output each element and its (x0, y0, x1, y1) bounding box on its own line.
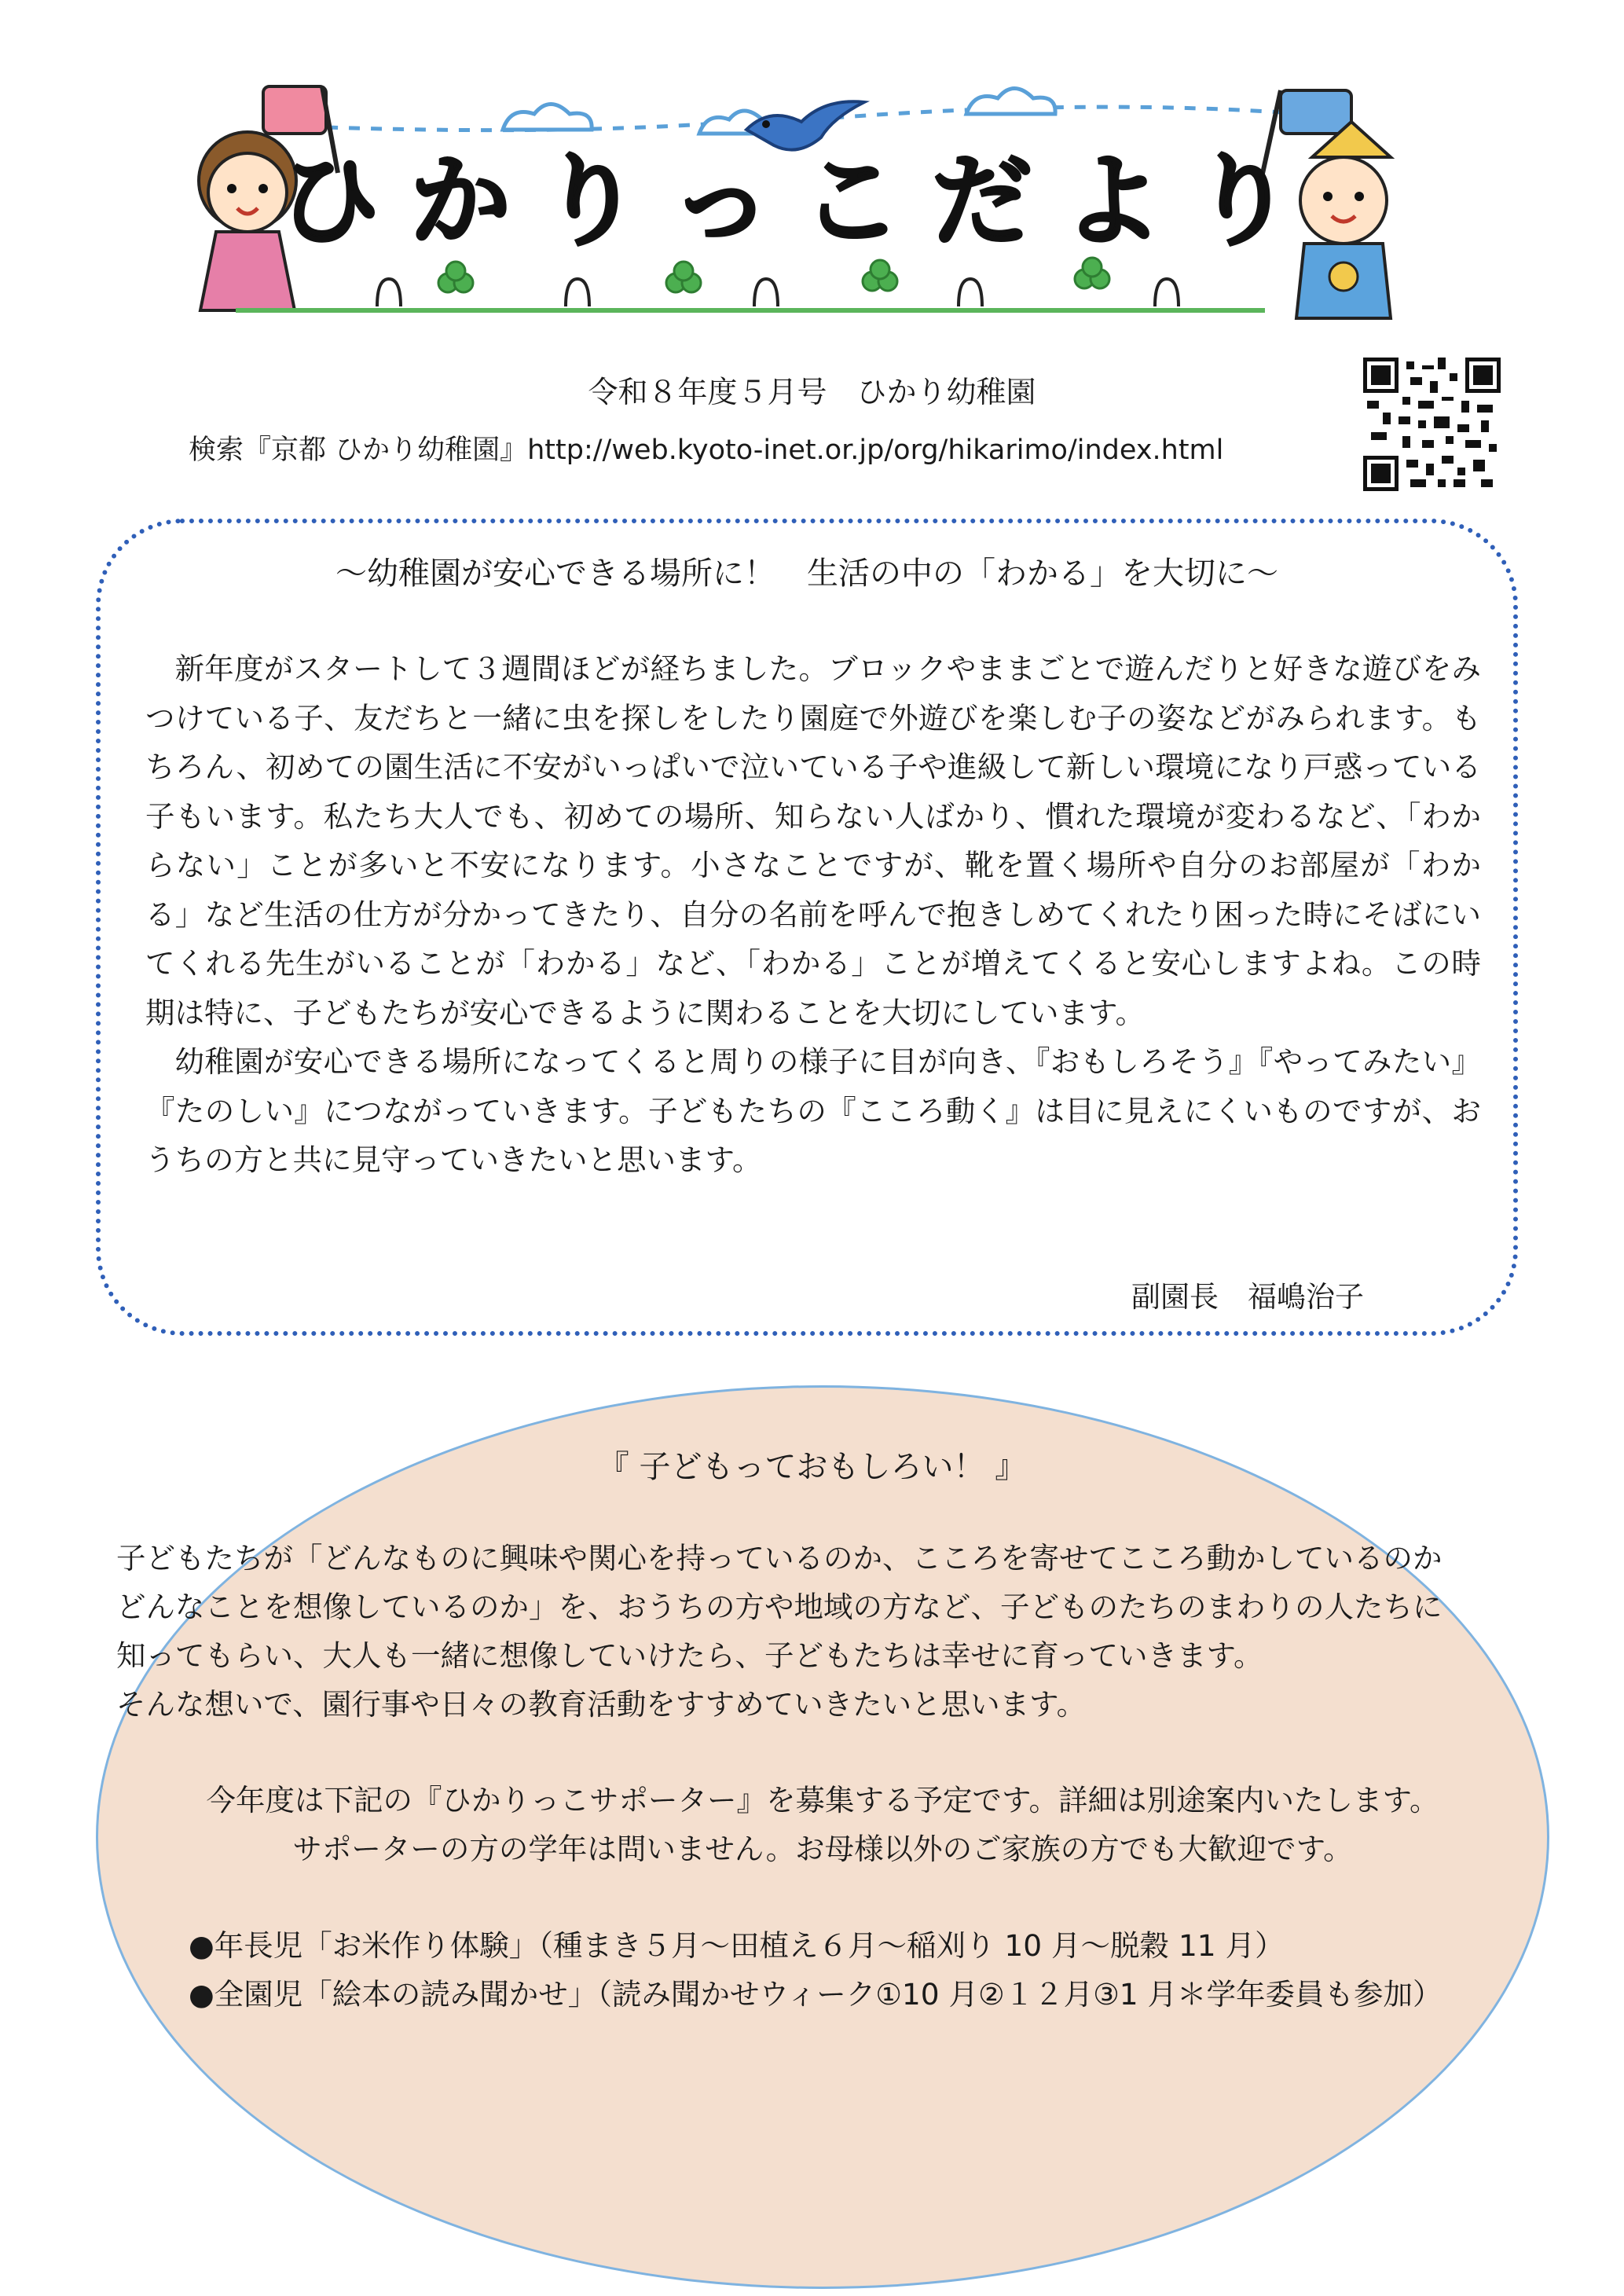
message-body (145, 644, 1481, 1185)
notice-line: 今年度は下記の『ひかりっこサポーター』を募集する予定です。詳細は別途案内いたします。 (206, 1783, 1439, 1817)
issue-line: 令和８年度５月号 ひかり幼稚園 (588, 375, 1036, 409)
qr-code (1363, 358, 1501, 491)
notice-line: サポーターの方の学年は問いません。お母様以外のご家族の方でも大歓迎です。 (292, 1832, 1353, 1866)
omoshiroi-heading: 『 子どもっておもしろい！ 』 (597, 1449, 1027, 1485)
supporter-notice (96, 1776, 1549, 1873)
search-url-line[interactable]: 検索『京都 ひかり幼稚園』http://web.kyoto-inet.or.jp/org/hikarimo/index.html (189, 435, 1224, 466)
body-line: そんな想いで、園行事や日々の教育活動をすすめていきたいと思います。 (116, 1687, 1087, 1722)
body-line: 子どもたちが「どんなものに興味や関心を持っているのか、こころを寄せてこころ動かしているのか (116, 1541, 1443, 1575)
message-paragraph: 幼稚園が安心できる場所になってくると周りの様子に目が向き、『おもしろそう』『やってみたい』『たのしい』につながっていきます。子どもたちの『こころ動く』は目に見えにくいものですが、おうちの方と共に見守っていきたいと思います。 (145, 1044, 1481, 1177)
omoshiroi-body (116, 1534, 1499, 1729)
supporter-list (189, 1921, 1443, 2019)
body-line: 知ってもらい、大人も一緒に想像していけたら、子どもたちは幸せに育っていきます。 (116, 1638, 1263, 1673)
message-paragraph: 新年度がスタートして３週間ほどが経ちました。ブロックやままごとで遊んだりと好きな遊びをみつけている子、友だちと一緒に虫を探しをしたり園庭で外遊びを楽しむ子の姿などがみられます。もちろん、初めての園生活に不安がいっぱいで泣いている子や進級して新しい環境になり戸惑っている子もいます。私たち大人でも、初めての場所、知らない人ばかり、慣れた環境が変わるなど、「わからない」ことが多いと不安になります。小さなことですが、靴を置く場所や自分のお部屋が「わかる」など生活の仕方が分かってきたり、自分の名前を呼んで抱きしめてくれたり困った時にそばにいてくれる先生がいることが「わかる」など、「わかる」ことが増えてくると安心しますよね。この時期は特に、子どもたちが安心できるように関わることを大切にしています。 (145, 651, 1481, 1030)
list-item: ●全園児「絵本の読み聞かせ」（読み聞かせウィーク①10 月②１２月③1 月＊学年委員も参加） (189, 1977, 1443, 2012)
message-heading: ～幼稚園が安心できる場所に！ 生活の中の「わかる」を大切に～ (335, 556, 1278, 592)
newsletter-title: ひかりっこだより (279, 143, 1323, 260)
signature: 副園長 福嶋治子 (1131, 1280, 1364, 1314)
body-line: どんなことを想像しているのか」を、おうちの方や地域の方など、子どものたちのまわりの人たちに (116, 1590, 1443, 1624)
list-item: ●年長児「お米作り体験」（種まき５月～田植え６月～稲刈り 10 月～脱穀 11 月） (189, 1928, 1285, 1963)
